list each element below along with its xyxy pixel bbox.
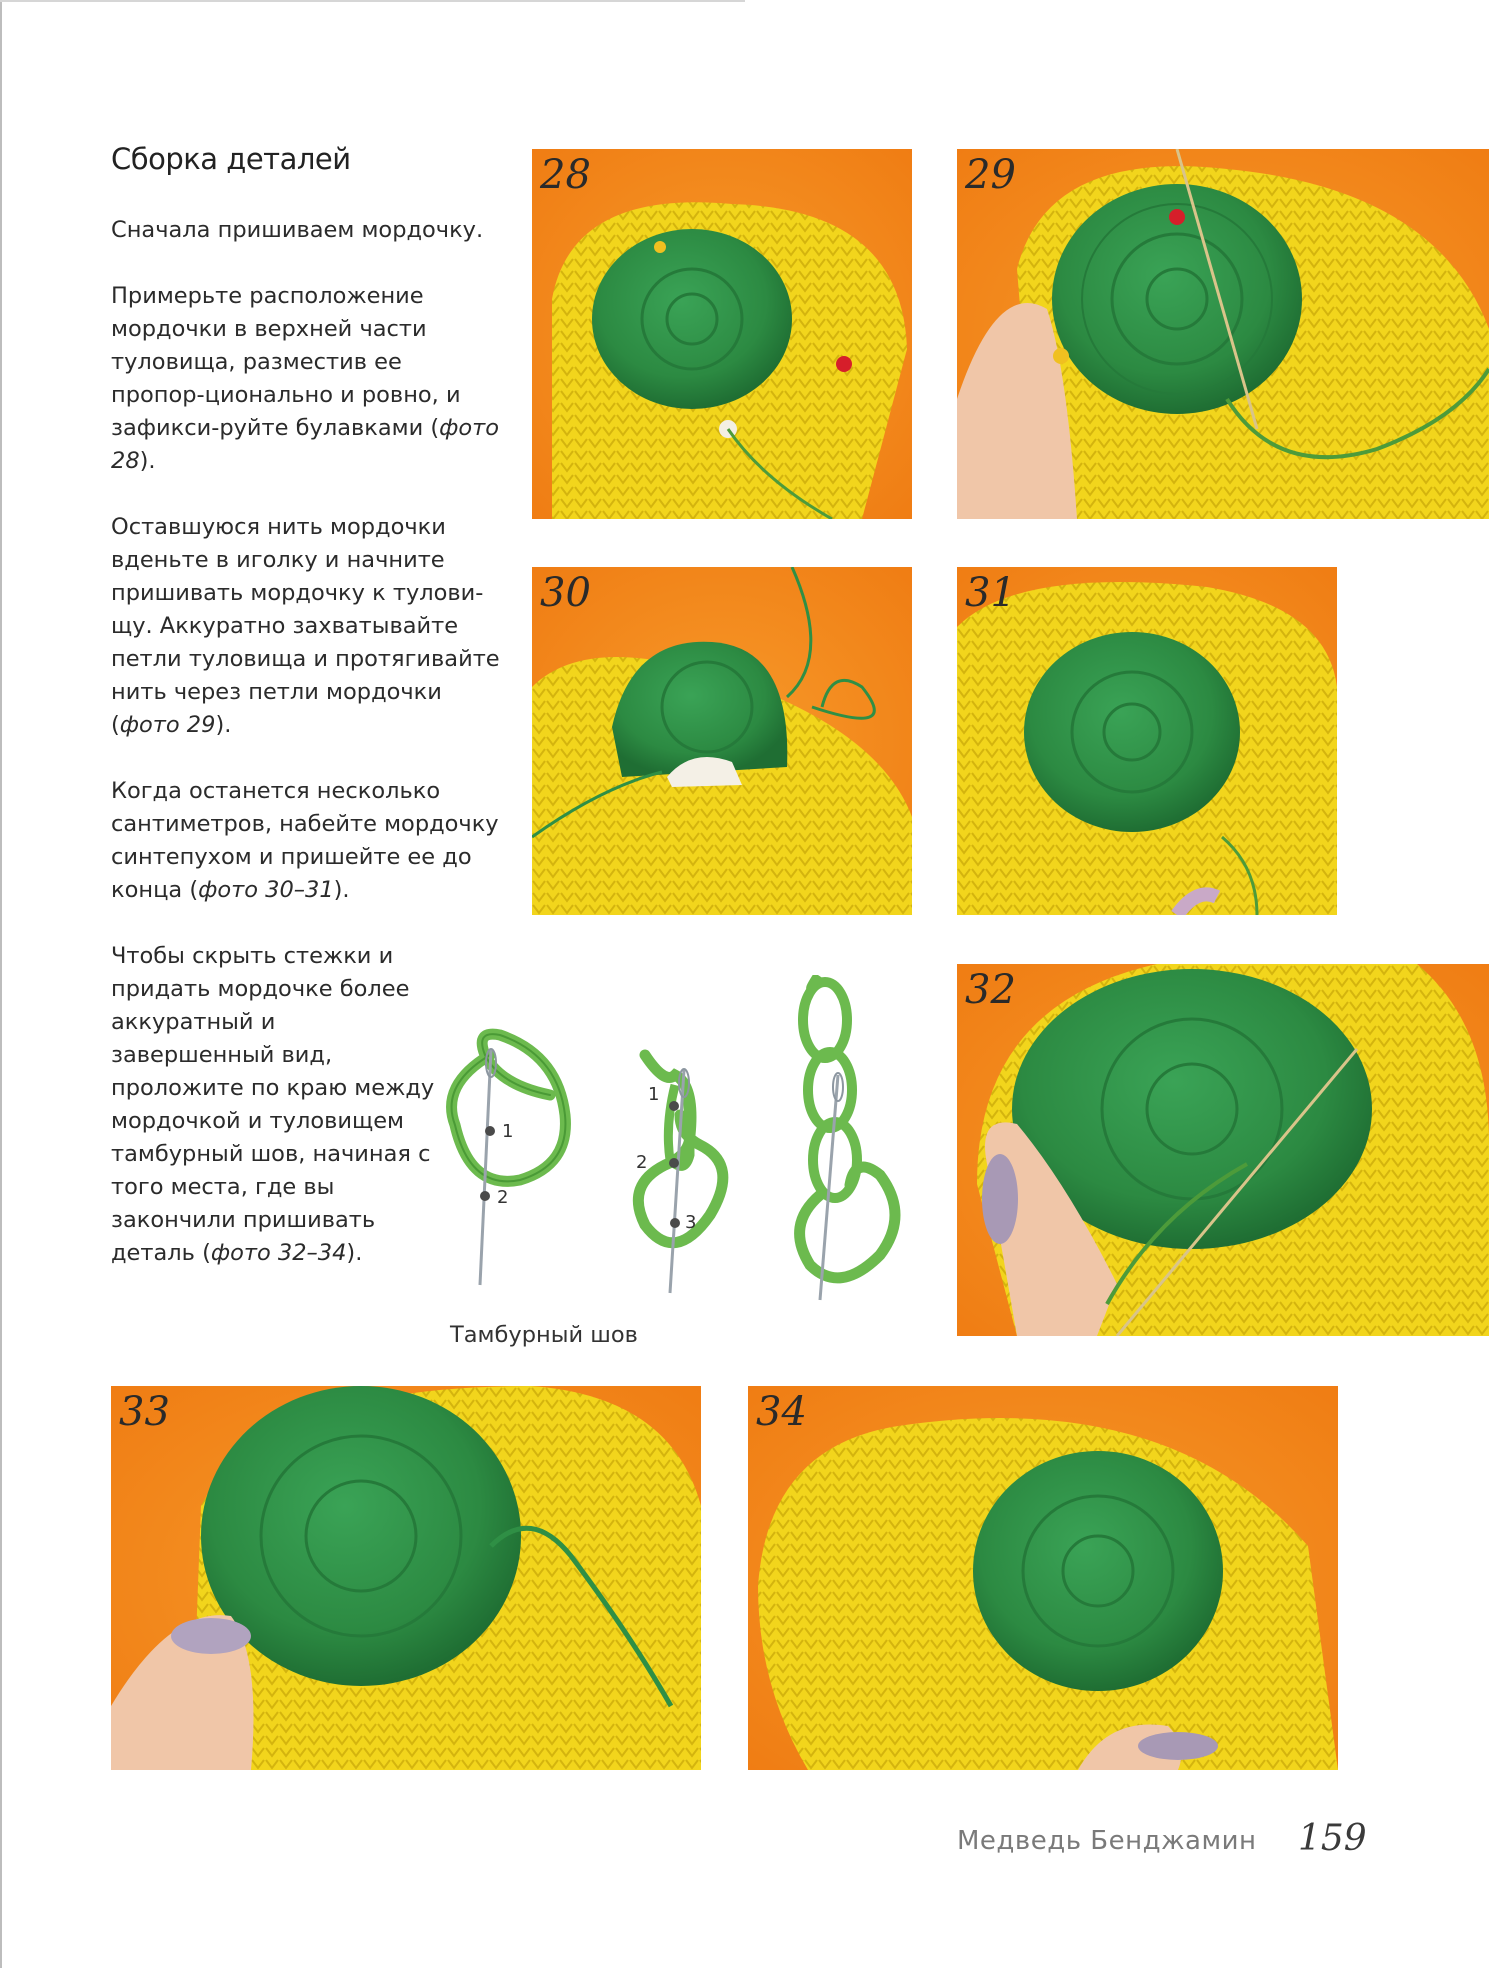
- diagram-step-1: [452, 1034, 566, 1285]
- photo-33: [111, 1386, 701, 1770]
- page-top-line: [0, 0, 745, 2]
- photo-ref: фото 28: [111, 415, 500, 474]
- photo-ref: фото 32–34: [210, 1240, 347, 1266]
- page-edge-line: [0, 0, 2, 1968]
- paragraph-5: Чтобы скрыть стежки и придать мордочке более аккуратный и завершенный вид, проложите по краю между мордочкой и туловищем тамбурный шов, начиная с того места, где вы закончили пришивать деталь (фото 32–34).: [111, 943, 435, 1266]
- point-label: 1: [648, 1084, 660, 1105]
- photo-29: [957, 149, 1489, 519]
- page-number: 159: [1298, 1818, 1367, 1859]
- photo-ref: фото 30–31: [198, 877, 334, 903]
- photo-number: 30: [540, 570, 591, 616]
- point-marker: [670, 1218, 680, 1228]
- point-marker: [669, 1158, 679, 1168]
- diagram-step-3: [800, 975, 895, 1300]
- paragraph-1: Сначала пришиваем мордочку.: [111, 217, 484, 243]
- photo-ref: фото 29: [119, 712, 216, 738]
- point-label: 1: [502, 1121, 514, 1142]
- paragraph-4: Когда останется несколько сантиметров, набейте мордочку синтепухом и пришейте ее до конца (фото 30–31).: [111, 778, 499, 903]
- photo-number: 29: [965, 152, 1016, 198]
- point-label: 3: [685, 1212, 697, 1233]
- footer-book-title: Медведь Бенджамин: [957, 1826, 1257, 1856]
- diagram-caption: Тамбурный шов: [450, 1322, 638, 1348]
- photo-31: [957, 567, 1337, 915]
- point-marker: [485, 1126, 495, 1136]
- photo-number: 34: [756, 1389, 807, 1435]
- photo-30: [532, 567, 912, 915]
- photo-number: 33: [119, 1389, 170, 1435]
- point-marker: [669, 1101, 679, 1111]
- paragraph-2: Примерьте расположение мордочки в верхней части туловища, разместив ее пропор-ционально и ровно, и зафикси-руйте булавками (фото 28).: [111, 283, 500, 474]
- photo-34: [748, 1386, 1338, 1770]
- paragraph-3: Оставшуюся нить мордочки вденьте в иголку и начните пришивать мордочку к тулови-щу. Аккуратно захватывайте петли туловища и протягивайте нить через петли мордочки (фото 29).: [111, 514, 500, 738]
- chain-stitch-diagram: [440, 975, 930, 1315]
- diagram-step-2: [636, 1055, 723, 1293]
- photo-32: [957, 964, 1489, 1336]
- point-label: 2: [497, 1187, 509, 1208]
- photo-number: 28: [540, 152, 591, 198]
- photo-number: 31: [965, 570, 1016, 616]
- photo-number: 32: [965, 967, 1016, 1013]
- section-heading: Сборка деталей: [111, 142, 351, 176]
- point-marker: [480, 1191, 490, 1201]
- point-label: 2: [636, 1152, 648, 1173]
- photo-28: [532, 149, 912, 519]
